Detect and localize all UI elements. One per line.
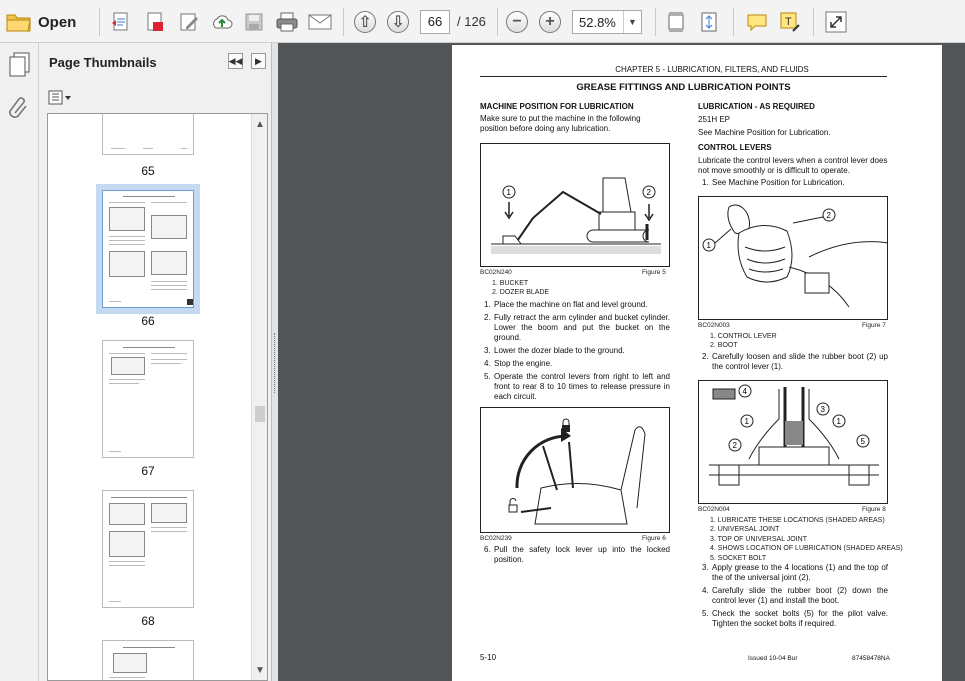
thumbnail-page-67[interactable] bbox=[102, 340, 194, 458]
figure-7-legend bbox=[710, 332, 777, 351]
options-menu-icon bbox=[48, 90, 74, 106]
callout-5: 5 bbox=[860, 437, 865, 446]
double-chevron-left-icon: ◀◀ bbox=[228, 55, 243, 66]
subsection-title: CONTROL LEVERS bbox=[698, 143, 772, 152]
toolbar-separator bbox=[813, 8, 814, 36]
panel-title: Page Thumbnails bbox=[49, 55, 157, 70]
cloud-upload-icon bbox=[210, 11, 234, 33]
scroll-mode-icon bbox=[666, 11, 686, 33]
fullscreen-button[interactable] bbox=[824, 8, 848, 36]
collapse-panel-button[interactable] bbox=[228, 53, 243, 69]
model-label: 251H EP bbox=[698, 115, 731, 124]
previous-page-button[interactable] bbox=[354, 8, 376, 36]
main-toolbar bbox=[0, 0, 965, 43]
comment-button[interactable] bbox=[744, 8, 770, 36]
thumbnail-label: 65 bbox=[141, 164, 155, 178]
zoom-out-button[interactable] bbox=[506, 8, 528, 36]
upload-cloud-button[interactable] bbox=[208, 8, 236, 36]
thumbnail-page-66[interactable] bbox=[102, 190, 194, 308]
header-rule bbox=[480, 76, 887, 77]
printer-icon bbox=[275, 11, 299, 33]
pdf-page bbox=[452, 45, 942, 681]
fit-page-icon bbox=[699, 11, 719, 33]
thumbnail-options-button[interactable] bbox=[48, 90, 74, 106]
legend-item: 1. BUCKET bbox=[492, 280, 529, 287]
thumbnail-label: 66 bbox=[141, 314, 155, 328]
thumbnail-page-69[interactable] bbox=[102, 640, 194, 681]
legend-item: 1. CONTROL LEVER bbox=[710, 333, 777, 340]
callout-3: 3 bbox=[820, 405, 825, 414]
export-button[interactable] bbox=[142, 8, 168, 36]
edit-button[interactable] bbox=[176, 8, 202, 36]
callout-4: 4 bbox=[742, 387, 747, 396]
chapter-header: CHAPTER 5 - LUBRICATION, FILTERS, AND FLUIDS bbox=[615, 65, 809, 74]
legend-item: 4. SHOWS LOCATION OF LUBRICATION (SHADED AREAS) bbox=[710, 545, 903, 553]
envelope-icon bbox=[308, 12, 332, 32]
legend-item: 5. SOCKET BOLT bbox=[710, 554, 767, 562]
list-item: 3. Apply grease to the 4 locations (1) and the top of the of the universal joint (2). bbox=[702, 563, 888, 582]
chevron-down-icon[interactable]: ▼ bbox=[623, 11, 641, 33]
toolbar-separator bbox=[343, 8, 344, 36]
procedure-steps bbox=[480, 300, 670, 405]
figure-5-excavator bbox=[480, 143, 670, 267]
pages-icon bbox=[8, 51, 32, 77]
list-item: 4. Carefully slide the rubber boot (2) down the control lever (1) and install the boot. bbox=[702, 586, 888, 605]
zoom-select[interactable] bbox=[572, 10, 642, 34]
callout-1: 1 bbox=[744, 417, 749, 426]
control-lever-illustration bbox=[699, 197, 888, 320]
figure-7-code: BC02N003 bbox=[698, 322, 730, 329]
subsection-intro: Lubricate the control levers when a control lever does not move smoothly or is difficult to operate. bbox=[698, 156, 888, 175]
fit-page-button[interactable] bbox=[697, 8, 721, 36]
expand-icon bbox=[825, 11, 847, 33]
figure-8-label: Figure 8 bbox=[862, 506, 886, 513]
scrolling-mode-button[interactable] bbox=[664, 8, 688, 36]
intro-text: Make sure to put the machine in the following position before doing any lubrication. bbox=[480, 114, 641, 133]
callout-1: 1 bbox=[506, 188, 511, 197]
thumbnail-list bbox=[47, 113, 268, 681]
list-item: 5. Check the socket bolts (5) for the pilot valve. Tighten the socket bolts if required. bbox=[702, 609, 888, 628]
list-item: 4. Stop the engine. bbox=[484, 359, 553, 368]
control-lever-step-1 bbox=[698, 178, 888, 191]
procedure-step-6 bbox=[480, 545, 670, 568]
universal-joint-illustration bbox=[699, 381, 888, 504]
print-button[interactable] bbox=[274, 8, 300, 36]
page-number-input[interactable]: 66 bbox=[420, 10, 450, 34]
minus-icon: − bbox=[506, 11, 528, 33]
list-item: 5. Operate the control levers from right to left and front to rear 8 to 10 times to release pressure in each circuit. bbox=[484, 372, 670, 401]
speech-bubble-icon bbox=[746, 12, 768, 32]
paperclip-icon bbox=[9, 95, 29, 119]
thumbnail-label: 67 bbox=[141, 464, 155, 478]
excavator-illustration bbox=[481, 144, 670, 267]
legend-item: 2. BOOT bbox=[710, 342, 738, 350]
callout-2: 2 bbox=[732, 441, 737, 450]
figure-7-control-lever bbox=[698, 196, 888, 320]
figure-6-label: Figure 6 bbox=[642, 535, 666, 542]
navigation-rail bbox=[0, 43, 39, 681]
scroll-up-icon[interactable]: ▲ bbox=[255, 118, 265, 130]
zoom-in-button[interactable] bbox=[539, 8, 561, 36]
callout-1: 1 bbox=[836, 417, 841, 426]
save-icon bbox=[244, 12, 264, 32]
list-item: 1. Place the machine on flat and level ground. bbox=[484, 300, 648, 309]
callout-2: 2 bbox=[646, 188, 651, 197]
figure-5-label: Figure 5 bbox=[642, 269, 666, 276]
legend-item: 1. LUBRICATE THESE LOCATIONS (SHADED AREAS) bbox=[710, 517, 885, 524]
toolbar-separator bbox=[655, 8, 656, 36]
list-item: 2. Carefully loosen and slide the rubber boot (2) up the control lever (1). bbox=[702, 352, 888, 371]
figure-7-label: Figure 7 bbox=[862, 322, 886, 329]
callout-2: 2 bbox=[826, 211, 831, 220]
chevron-right-icon: ▶ bbox=[255, 55, 262, 66]
figure-5-legend bbox=[492, 279, 549, 298]
edit-pdf-icon bbox=[178, 11, 200, 33]
create-button[interactable] bbox=[108, 8, 134, 36]
scrollbar-thumb[interactable] bbox=[255, 406, 265, 422]
figure-5-code: BC02N240 bbox=[480, 269, 512, 276]
highlight-text-icon bbox=[779, 11, 801, 33]
section-title: MACHINE POSITION FOR LUBRICATION bbox=[480, 102, 634, 111]
open-label: Open bbox=[38, 13, 77, 31]
thumbnail-page-65[interactable] bbox=[102, 113, 194, 155]
page-footer-part-number: 87458478NA bbox=[852, 655, 890, 662]
safety-lever-illustration bbox=[481, 408, 670, 533]
save-button[interactable] bbox=[242, 8, 266, 36]
callout-1: 1 bbox=[706, 241, 711, 250]
control-lever-steps-3-5 bbox=[698, 563, 888, 632]
figure-6-code: BC02N239 bbox=[480, 535, 512, 542]
figure-8-universal-joint bbox=[698, 380, 888, 504]
see-reference: See Machine Position for Lubrication. bbox=[698, 128, 831, 137]
svg-text:T: T bbox=[785, 16, 792, 28]
arrow-up-icon: ⇧ bbox=[354, 11, 376, 33]
toolbar-separator bbox=[497, 8, 498, 36]
list-item: 6. Pull the safety lock lever up into the locked position. bbox=[484, 545, 670, 564]
create-pdf-icon bbox=[110, 11, 132, 33]
zoom-value: 52.8% bbox=[579, 15, 616, 30]
toolbar-separator bbox=[99, 8, 100, 36]
export-pdf-icon bbox=[144, 11, 166, 33]
document-viewer bbox=[278, 43, 965, 681]
figure-6-safety-lever bbox=[480, 407, 670, 533]
legend-item: 3. TOP OF UNIVERSAL JOINT bbox=[710, 535, 807, 543]
thumbnail-page-68[interactable] bbox=[102, 490, 194, 608]
thumbnail-label: 68 bbox=[141, 614, 155, 628]
section-title: LUBRICATION - AS REQUIRED bbox=[698, 102, 815, 111]
open-button[interactable] bbox=[6, 8, 76, 36]
control-lever-step-2 bbox=[698, 352, 888, 375]
expand-panel-button[interactable] bbox=[251, 53, 266, 69]
email-button[interactable] bbox=[307, 8, 333, 36]
legend-item: 2. DOZER BLADE bbox=[492, 289, 550, 297]
arrow-down-icon: ⇩ bbox=[387, 11, 409, 33]
page-footer-number: 5-10 bbox=[480, 653, 497, 662]
list-item: 1. See Machine Position for Lubrication. bbox=[702, 178, 845, 187]
list-item: 2. Fully retract the arm cylinder and bucket cylinder. Lower the boom and put the bucket on the ground. bbox=[484, 313, 670, 342]
highlight-text-button[interactable] bbox=[777, 8, 803, 36]
thumbnail-scrollbar[interactable] bbox=[251, 114, 267, 680]
page-heading: GREASE FITTINGS AND LUBRICATION POINTS bbox=[576, 82, 791, 93]
thumbnails-panel bbox=[39, 43, 272, 681]
scroll-down-icon[interactable]: ▼ bbox=[255, 664, 265, 676]
legend-item: 2. UNIVERSAL JOINT bbox=[710, 526, 780, 534]
page-footer-issued: Issued 10-04 Bur bbox=[748, 655, 798, 662]
plus-icon: + bbox=[539, 11, 561, 33]
list-item: 3. Lower the dozer blade to the ground. bbox=[484, 346, 625, 355]
folder-icon bbox=[6, 11, 32, 33]
attachments-tab[interactable] bbox=[9, 95, 29, 122]
page-thumbnails-tab[interactable] bbox=[8, 51, 32, 80]
next-page-button[interactable] bbox=[387, 8, 409, 36]
toolbar-separator bbox=[733, 8, 734, 36]
figure-8-code: BC02N004 bbox=[698, 506, 730, 513]
figure-8-legend bbox=[710, 516, 903, 563]
page-total: / 126 bbox=[457, 14, 486, 29]
